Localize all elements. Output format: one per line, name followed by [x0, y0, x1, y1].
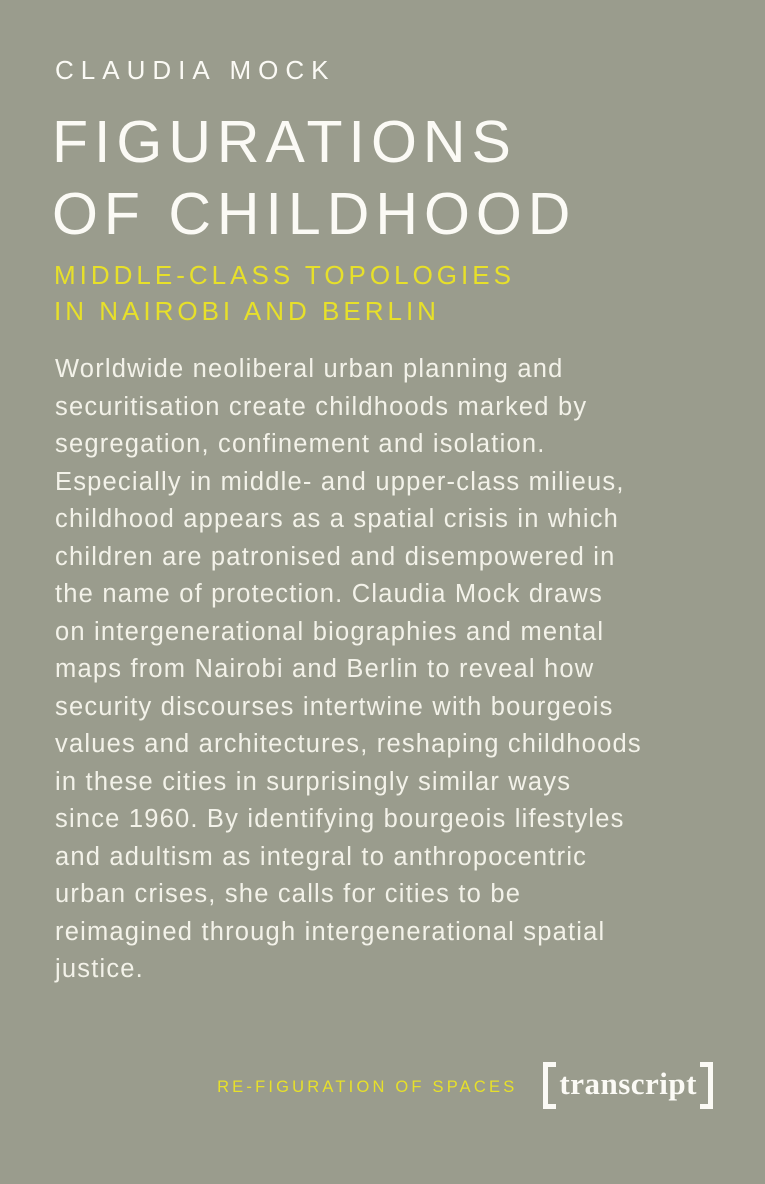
blurb-line: the name of protection. Claudia Mock draws — [55, 580, 603, 608]
blurb-line: values and architectures, reshaping childhoods — [55, 730, 642, 758]
book-title — [52, 106, 576, 250]
footer — [217, 1060, 713, 1110]
book-title-line-2: OF CHILDHOOD — [52, 181, 577, 247]
book-title-line-1: FIGURATIONS — [52, 109, 517, 175]
blurb-line: justice. — [55, 955, 144, 983]
book-subtitle-line-1: MIDDLE-CLASS TOPOLOGIES — [54, 260, 515, 290]
book-subtitle — [54, 257, 515, 329]
blurb-line: children are patronised and disempowered in — [55, 542, 616, 571]
blurb-line: Especially in middle- and upper-class milieus, — [55, 467, 625, 496]
blurb-line: security discourses intertwine with bourgeois — [55, 692, 614, 721]
right-bracket-icon — [700, 1062, 713, 1109]
author-name: CLAUDIA MOCK — [55, 55, 336, 85]
publisher-name: transcript — [559, 1065, 697, 1101]
blurb-line: on intergenerational biographies and mental — [55, 617, 605, 646]
transcript-publisher-logo — [543, 1062, 713, 1109]
book-subtitle-line-2: IN NAIROBI AND BERLIN — [54, 296, 440, 326]
blurb-line: and adultism as integral to anthropocentric — [55, 842, 588, 871]
blurb-line: urban crises, she calls for cities to be — [55, 880, 522, 908]
series-title: RE-FIGURATION OF SPACES — [217, 1077, 518, 1096]
blurb-line: since 1960. By identifying bourgeois lifestyles — [55, 805, 625, 833]
blurb-line: childhood appears as a spatial crisis in which — [55, 505, 620, 533]
blurb-line: securitisation create childhoods marked by — [55, 392, 588, 421]
blurb-line: in these cities in surprisingly similar ways — [55, 767, 572, 796]
back-cover-blurb — [55, 351, 642, 989]
blurb-line: Worldwide neoliberal urban planning and — [55, 355, 564, 383]
blurb-line: maps from Nairobi and Berlin to reveal how — [55, 655, 595, 683]
blurb-line: segregation, confinement and isolation. — [55, 430, 546, 458]
left-bracket-icon — [543, 1062, 556, 1109]
blurb-line: reimagined through intergenerational spatial — [55, 917, 606, 946]
